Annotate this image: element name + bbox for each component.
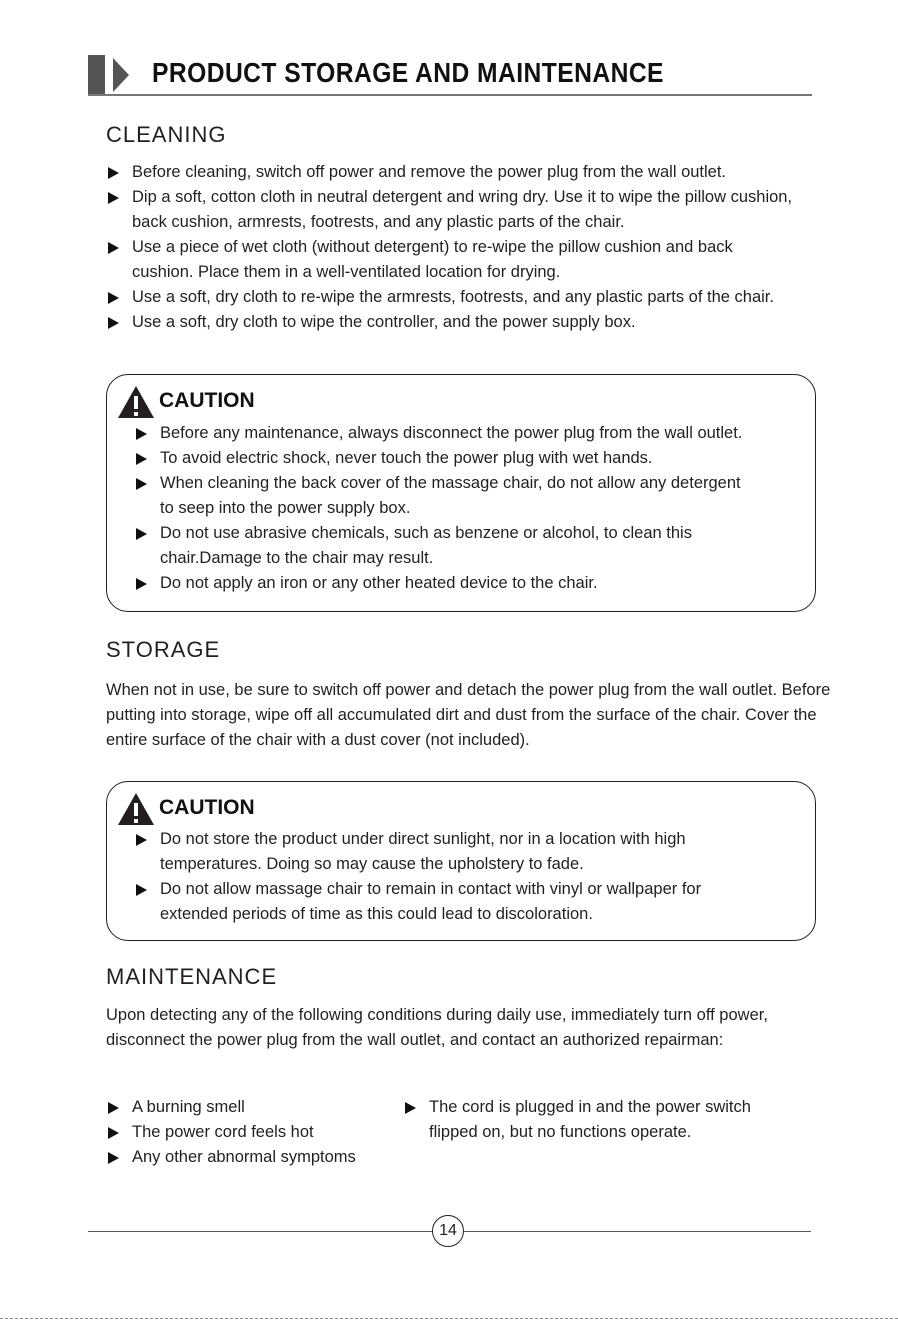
list-item: Dip a soft, cotton cloth in neutral detergent and wring dry. Use it to wipe the pillow cushion, back cushion, armrests, footrests, and any plastic parts of the chair. bbox=[106, 185, 836, 235]
maintenance-list-left bbox=[106, 1095, 396, 1170]
maintenance-list-right bbox=[403, 1095, 803, 1145]
list-item: Any other abnormal symptoms bbox=[106, 1145, 396, 1170]
list-item: The cord is plugged in and the power switch flipped on, but no functions operate. bbox=[403, 1095, 803, 1145]
footer-rule-left bbox=[88, 1231, 432, 1232]
page-header bbox=[88, 55, 812, 97]
list-item: Use a soft, dry cloth to re-wipe the armrests, footrests, and any plastic parts of the chair. bbox=[106, 285, 836, 310]
warning-triangle-icon bbox=[117, 792, 155, 826]
header-rule bbox=[88, 94, 812, 96]
maintenance-text: Upon detecting any of the following conditions during daily use, immediately turn off power, disconnect the power plug from the wall outlet, and contact an authorized repairman: bbox=[106, 1006, 768, 1049]
list-item: The power cord feels hot bbox=[106, 1120, 396, 1145]
caution-box-storage bbox=[106, 781, 816, 941]
caution-label: CAUTION bbox=[159, 389, 255, 412]
list-item: To avoid electric shock, never touch the power plug with wet hands. bbox=[134, 446, 794, 471]
list-item: Before any maintenance, always disconnect the power plug from the wall outlet. bbox=[134, 421, 794, 446]
list-item: Do not apply an iron or any other heated device to the chair. bbox=[134, 571, 794, 596]
list-item: Do not store the product under direct sunlight, nor in a location with high temperatures. Doing so may cause the upholstery to fade. bbox=[134, 827, 764, 877]
maintenance-title: MAINTENANCE bbox=[106, 964, 278, 989]
storage-title: STORAGE bbox=[106, 637, 221, 662]
page-number: 14 bbox=[432, 1215, 464, 1247]
footer-rule-right bbox=[464, 1231, 811, 1232]
cleaning-list bbox=[106, 160, 836, 335]
caution-list bbox=[134, 827, 764, 927]
list-item: Use a soft, dry cloth to wipe the controller, and the power supply box. bbox=[106, 310, 836, 335]
list-item: A burning smell bbox=[106, 1095, 396, 1120]
list-item: When cleaning the back cover of the massage chair, do not allow any detergent to seep into the power supply box. bbox=[134, 471, 794, 521]
warning-triangle-icon bbox=[117, 385, 155, 419]
caution-list bbox=[134, 421, 794, 596]
header-bar bbox=[88, 55, 105, 95]
list-item: Do not use abrasive chemicals, such as benzene or alcohol, to clean this chair.Damage to the chair may result. bbox=[134, 521, 794, 571]
caution-label: CAUTION bbox=[159, 796, 255, 819]
cleaning-title: CLEANING bbox=[106, 122, 227, 147]
storage-text: When not in use, be sure to switch off power and detach the power plug from the wall outlet. Before putting into storage, wipe off all accumulated dirt and dust from the surface of the chair. Cover the entire surface of the chair with a dust cover (not included). bbox=[106, 681, 831, 749]
list-item: Before cleaning, switch off power and remove the power plug from the wall outlet. bbox=[106, 160, 836, 185]
list-item: Use a piece of wet cloth (without detergent) to re-wipe the pillow cushion and back cushion. Place them in a well-ventilated location for drying. bbox=[106, 235, 836, 285]
list-item: Do not allow massage chair to remain in contact with vinyl or wallpaper for extended periods of time as this could lead to discoloration. bbox=[134, 877, 764, 927]
page-title: PRODUCT STORAGE AND MAINTENANCE bbox=[152, 57, 664, 88]
caution-box-cleaning bbox=[106, 374, 816, 612]
page-edge-dash bbox=[0, 1318, 898, 1319]
header-arrow-icon bbox=[113, 58, 129, 92]
